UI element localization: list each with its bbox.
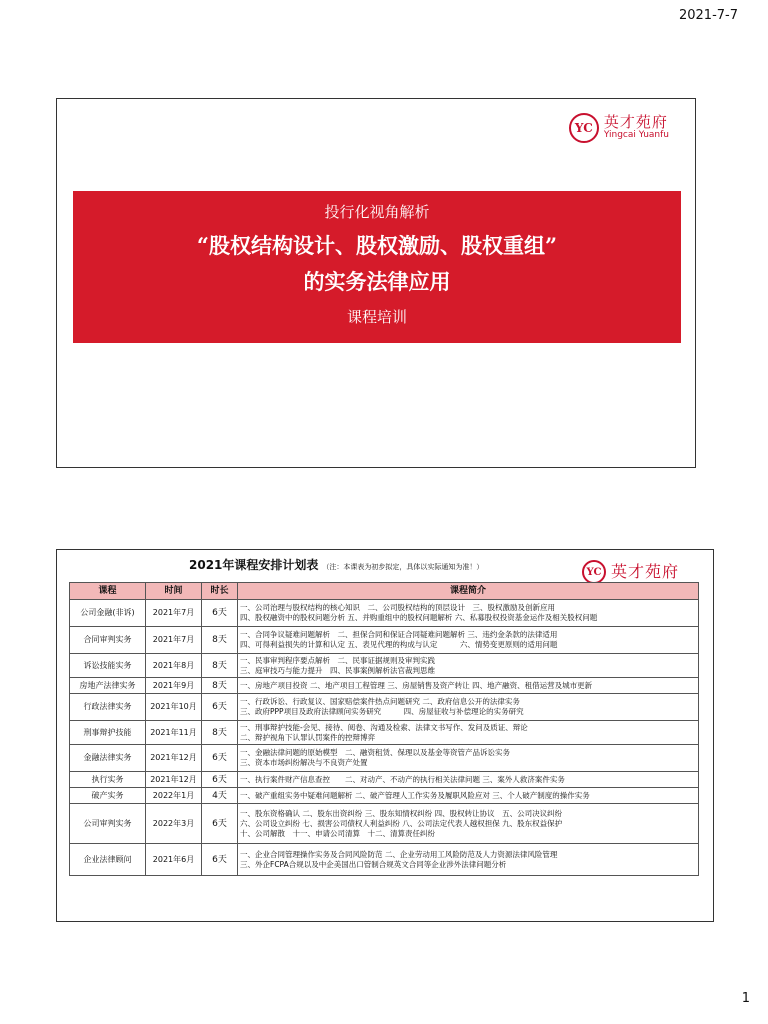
duration-cell: 6天 <box>202 844 238 876</box>
description-line: 一、公司治理与股权结构的核心知识 二、公司股权结构的顶层设计 三、股权激励及创新应用 <box>240 603 555 612</box>
slide-subtitle: 投行化视角解析 <box>324 203 430 221</box>
description-line: 三、政府PPP项目及政府法律顾问实务研究 四、房屋征收与补偿理论的实务研究 <box>240 707 524 716</box>
duration-cell: 8天 <box>202 678 238 694</box>
page-date: 2021-7-7 <box>678 8 738 23</box>
duration-cell: 8天 <box>202 721 238 745</box>
table-row <box>70 804 699 844</box>
table-row <box>70 844 699 876</box>
time-cell: 2021年6月 <box>146 844 202 876</box>
description-line: 三、外企FCPA合规以及中企美国出口管制合规英文合同等企业涉外法律问题分析 <box>240 859 507 869</box>
brand-name-en: Yingcai Yuanfu <box>603 130 669 141</box>
time-cell: 2021年12月 <box>146 772 202 788</box>
course-cell: 公司审判实务 <box>70 804 146 844</box>
schedule-table <box>69 582 699 876</box>
description-line: 四、股权融资中的股权问题分析 五、并购重组中的股权问题解析 六、私募股权投资基金运作及相关股权问题 <box>240 613 598 622</box>
description-cell <box>238 600 699 627</box>
col-header-duration: 时长 <box>202 583 238 600</box>
table-row <box>70 627 699 654</box>
description-line: 三、庭审技巧与能力提升 四、民事案例解析法官裁判思维 <box>240 665 435 675</box>
time-cell: 2022年1月 <box>146 788 202 804</box>
brand-name-cn: 英才苑府 <box>610 561 679 581</box>
time-cell: 2021年11月 <box>146 721 202 745</box>
time-cell: 2021年10月 <box>146 694 202 721</box>
table-row <box>70 694 699 721</box>
description-line: 一、股东资格确认 二、股东出资纠纷 三、股东知情权纠纷 四、股权转让协议 五、公司决议纠纷 <box>240 808 563 818</box>
table-row <box>70 678 699 694</box>
brand-mark-icon: YC <box>569 113 599 143</box>
schedule-note: （注：本课表为初步拟定，具体以实际通知为准！） <box>322 563 484 571</box>
course-cell: 行政法律实务 <box>70 694 146 721</box>
col-header-time: 时间 <box>146 583 202 600</box>
time-cell: 2021年8月 <box>146 654 202 678</box>
table-row <box>70 788 699 804</box>
course-cell: 金融法律实务 <box>70 745 146 772</box>
course-cell: 企业法律顾问 <box>70 844 146 876</box>
description-line: 一、破产重组实务中疑难问题解析 二、破产管理人工作实务及履职风险应对 三、个人破产制度的操作实务 <box>240 790 590 800</box>
col-header-description: 课程简介 <box>238 583 699 600</box>
course-cell: 刑事辩护技能 <box>70 721 146 745</box>
course-cell: 诉讼技能实务 <box>70 654 146 678</box>
course-cell: 合同审判实务 <box>70 627 146 654</box>
time-cell: 2021年7月 <box>146 600 202 627</box>
table-header-row <box>70 583 699 600</box>
slide-schedule <box>56 549 714 922</box>
table-row <box>70 772 699 788</box>
description-cell <box>238 654 699 678</box>
course-cell: 公司金融(非诉) <box>70 600 146 627</box>
description-cell <box>238 804 699 844</box>
description-line: 一、合同争议疑难问题解析 二、担保合同和保证合同疑难问题解析 三、违约金条款的法律适用 <box>240 630 558 639</box>
description-line: 一、房地产项目投资 二、地产项目工程管理 三、房屋销售及资产转让 四、地产融资、租借运营及城市更新 <box>240 680 593 690</box>
time-cell: 2021年7月 <box>146 627 202 654</box>
duration-cell: 6天 <box>202 600 238 627</box>
duration-cell: 8天 <box>202 654 238 678</box>
description-cell <box>238 627 699 654</box>
description-cell <box>238 678 699 694</box>
description-line: 一、行政诉讼、行政复议、国家赔偿案件热点问题研究 二、政府信息公开的法律实务 <box>240 697 520 706</box>
page-number: 1 <box>741 991 750 1006</box>
description-cell <box>238 694 699 721</box>
time-cell: 2022年3月 <box>146 804 202 844</box>
description-cell <box>238 772 699 788</box>
duration-cell: 6天 <box>202 772 238 788</box>
brand-name-cn: 英才苑府 <box>603 113 668 132</box>
description-cell <box>238 788 699 804</box>
brand-mark-icon: YC <box>582 560 606 584</box>
schedule-body <box>70 600 699 876</box>
description-line: 六、公司设立纠纷 七、损害公司债权人利益纠纷 八、公司法定代表人越权担保 九、股东权益保护 <box>240 818 563 828</box>
table-row <box>70 654 699 678</box>
slide-title-line1: “股权结构设计、股权激励、股权重组” <box>196 233 558 258</box>
description-line: 二、辩护视角下认罪认罚案件的控辩博弈 <box>240 732 375 742</box>
course-cell: 房地产法律实务 <box>70 678 146 694</box>
duration-cell: 8天 <box>202 627 238 654</box>
description-line: 一、民事审判程序要点解析 二、民事证据规则及审判实践 <box>240 655 435 665</box>
slide-title-line2: 的实务法律应用 <box>303 269 451 294</box>
title-banner <box>73 191 681 343</box>
description-line: 一、刑事辩护技能-会见、接待、阅卷、沟通及检索、法律文书写作、发问及质证、辩论 <box>240 722 528 732</box>
table-row <box>70 721 699 745</box>
description-cell <box>238 745 699 772</box>
description-cell <box>238 721 699 745</box>
slide-title <box>56 98 696 468</box>
table-row <box>70 745 699 772</box>
duration-cell: 4天 <box>202 788 238 804</box>
description-line: 一、企业合同管理操作实务及合同风险防范 二、企业劳动用工风险防范及人力资源法律风险管理 <box>240 849 558 859</box>
description-line: 一、金融法律问题的原始模型 二、融资租赁、保理以及基金等资管产品诉讼实务 <box>240 748 510 757</box>
time-cell: 2021年12月 <box>146 745 202 772</box>
brand-logo <box>569 113 669 143</box>
slide-tagline: 课程培训 <box>346 308 407 326</box>
brand-logo-small <box>582 560 679 584</box>
schedule-heading <box>189 556 483 573</box>
duration-cell: 6天 <box>202 745 238 772</box>
description-cell <box>238 844 699 876</box>
course-cell: 执行实务 <box>70 772 146 788</box>
description-line: 四、可得利益损失的计算和认定 五、表见代理的构成与认定 六、情势变更原则的适用问题 <box>240 640 558 649</box>
time-cell: 2021年9月 <box>146 678 202 694</box>
course-cell: 破产实务 <box>70 788 146 804</box>
description-line: 三、资本市场纠纷解决与不良资产处置 <box>240 758 368 767</box>
description-line: 一、执行案件财产信息查控 二、对动产、不动产的执行相关法律问题 三、案外人救济案件实务 <box>240 774 565 784</box>
table-row <box>70 600 699 627</box>
description-line: 十、公司解散 十一、申请公司清算 十二、清算责任纠纷 <box>240 828 435 838</box>
schedule-title: 2021年课程安排计划表 <box>189 558 319 572</box>
duration-cell: 6天 <box>202 694 238 721</box>
col-header-course: 课程 <box>70 583 146 600</box>
duration-cell: 6天 <box>202 804 238 844</box>
